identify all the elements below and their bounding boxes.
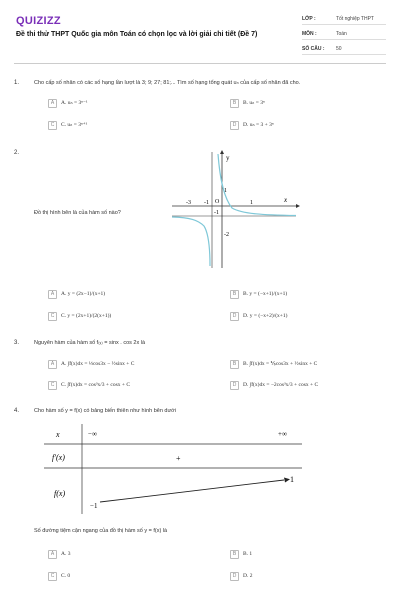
question-text: Cho hàm số y = f(x) có bảng biến thiên như hình bên dưới [34, 408, 176, 414]
meta-value: 50 [336, 46, 342, 52]
tick-label-minus1: -1 [204, 200, 209, 206]
option-text: A. uₙ = 3ⁿ⁻¹ [61, 100, 88, 106]
option-letter: A [48, 360, 57, 369]
y-intercept-label: 1 [224, 188, 227, 194]
question-text: Nguyên hàm của hàm số f₍ₓ₎ = sinx . cos 2x là [34, 340, 146, 346]
row-label-derivative: f′(x) [52, 453, 65, 462]
meta-row-count [302, 44, 386, 55]
y-label: y [226, 154, 230, 162]
option-letter: A [48, 550, 57, 559]
option-text: A. 3 [61, 551, 71, 557]
worksheet-meta [302, 14, 386, 59]
increasing-arrow [100, 480, 284, 502]
worksheet-title: Đề thi thử THPT Quốc gia môn Toán có chọn lọc và lời giải chi tiết (Đề 7) [16, 31, 258, 38]
option-letter: A [48, 290, 57, 299]
tick-label-minus2: -2 [224, 232, 229, 238]
option-letter: A [48, 99, 57, 108]
option-text: A. ∫f(x)dx = ⅓cos3x − ½sinx + C [61, 361, 135, 367]
question-2 [14, 150, 386, 330]
option-text: D. ∫f(x)dx = −2cos³x/3 + cosx + C [243, 382, 319, 388]
option-letter: C [48, 381, 57, 390]
option-letter: B [230, 290, 239, 299]
option-letter: C [48, 572, 57, 581]
question-number: 3. [14, 340, 20, 346]
quizizz-logo: QUIZIZZ [16, 15, 61, 27]
option-letter: D [230, 381, 239, 390]
option-letter: B [230, 99, 239, 108]
option-text: C. ∫f(x)dx = cos³x/3 + cosx + C [61, 382, 130, 388]
tick-label-1: 1 [250, 200, 253, 206]
question-number: 1. [14, 80, 20, 86]
tick-label-minus3: -3 [186, 200, 191, 206]
x-label: x [284, 196, 288, 204]
meta-label: SỐ CÂU : [302, 46, 325, 52]
option-text: D. uₙ = 3 + 3ⁿ [243, 122, 274, 128]
question-text: Đồ thị hình bên là của hàm số nào? [34, 210, 121, 216]
question-3 [14, 340, 386, 400]
option-letter: D [230, 312, 239, 321]
option-letter: B [230, 360, 239, 369]
option-letter: D [230, 121, 239, 130]
option-text: C. y = (2x+1)/(2(x+1)) [61, 313, 112, 319]
function-low-value: −1 [90, 502, 98, 510]
option-text: B. ∫f(x)dx = ⅙cos3x + ½sinx + C [243, 361, 318, 367]
derivative-sign: + [176, 454, 181, 463]
meta-label: LỚP : [302, 16, 316, 22]
option-text: B. uₙ = 3ⁿ [243, 100, 265, 106]
meta-value: Tốt nghiệp THPT [336, 16, 374, 22]
question-number: 4. [14, 408, 20, 414]
option-letter: B [230, 550, 239, 559]
question-1 [14, 80, 386, 140]
option-letter: C [48, 121, 57, 130]
question-text-2: Số đường tiệm cận ngang của đồ thị hàm số y = f(x) là [34, 528, 168, 534]
meta-label: MÔN : [302, 31, 317, 37]
row-label-function: f(x) [54, 489, 66, 498]
worksheet-header [14, 12, 386, 64]
option-letter: C [48, 312, 57, 321]
option-text: C. 0 [61, 573, 71, 579]
option-text: B. y = (−x+1)/(x+1) [243, 291, 288, 297]
question-4 [14, 408, 386, 588]
function-high-value: 1 [290, 475, 294, 484]
meta-row-subject [302, 29, 386, 40]
x-neg-infinity: −∞ [88, 430, 97, 438]
row-label-x: x [56, 430, 60, 439]
x-axis-arrow [296, 204, 300, 208]
x-pos-infinity: +∞ [278, 430, 287, 438]
meta-row-class [302, 14, 386, 25]
option-text: D. y = (−x+2)/(x+1) [243, 313, 288, 319]
question-number: 2. [14, 150, 20, 156]
meta-value: Toán [336, 31, 347, 37]
option-text: C. uₙ = 3ⁿ⁺¹ [61, 122, 88, 128]
option-text: A. y = (2x−1)/(x+1) [61, 291, 106, 297]
asymptote-y-label: -1 [214, 210, 219, 216]
option-letter: D [230, 572, 239, 581]
curve-branch-left [172, 217, 210, 266]
y-axis-arrow [220, 150, 224, 154]
origin-label: O [215, 199, 220, 205]
option-text: D. 2 [243, 573, 253, 579]
option-text: B. 1 [243, 551, 253, 557]
function-graph [168, 150, 300, 270]
variation-table [42, 422, 304, 514]
question-text: Cho cấp số nhân có các số hạng lần lượt là 3; 9; 27; 81;... Tìm số hạng tổng quát uₙ của cấp số nhân đã cho. [34, 80, 301, 86]
